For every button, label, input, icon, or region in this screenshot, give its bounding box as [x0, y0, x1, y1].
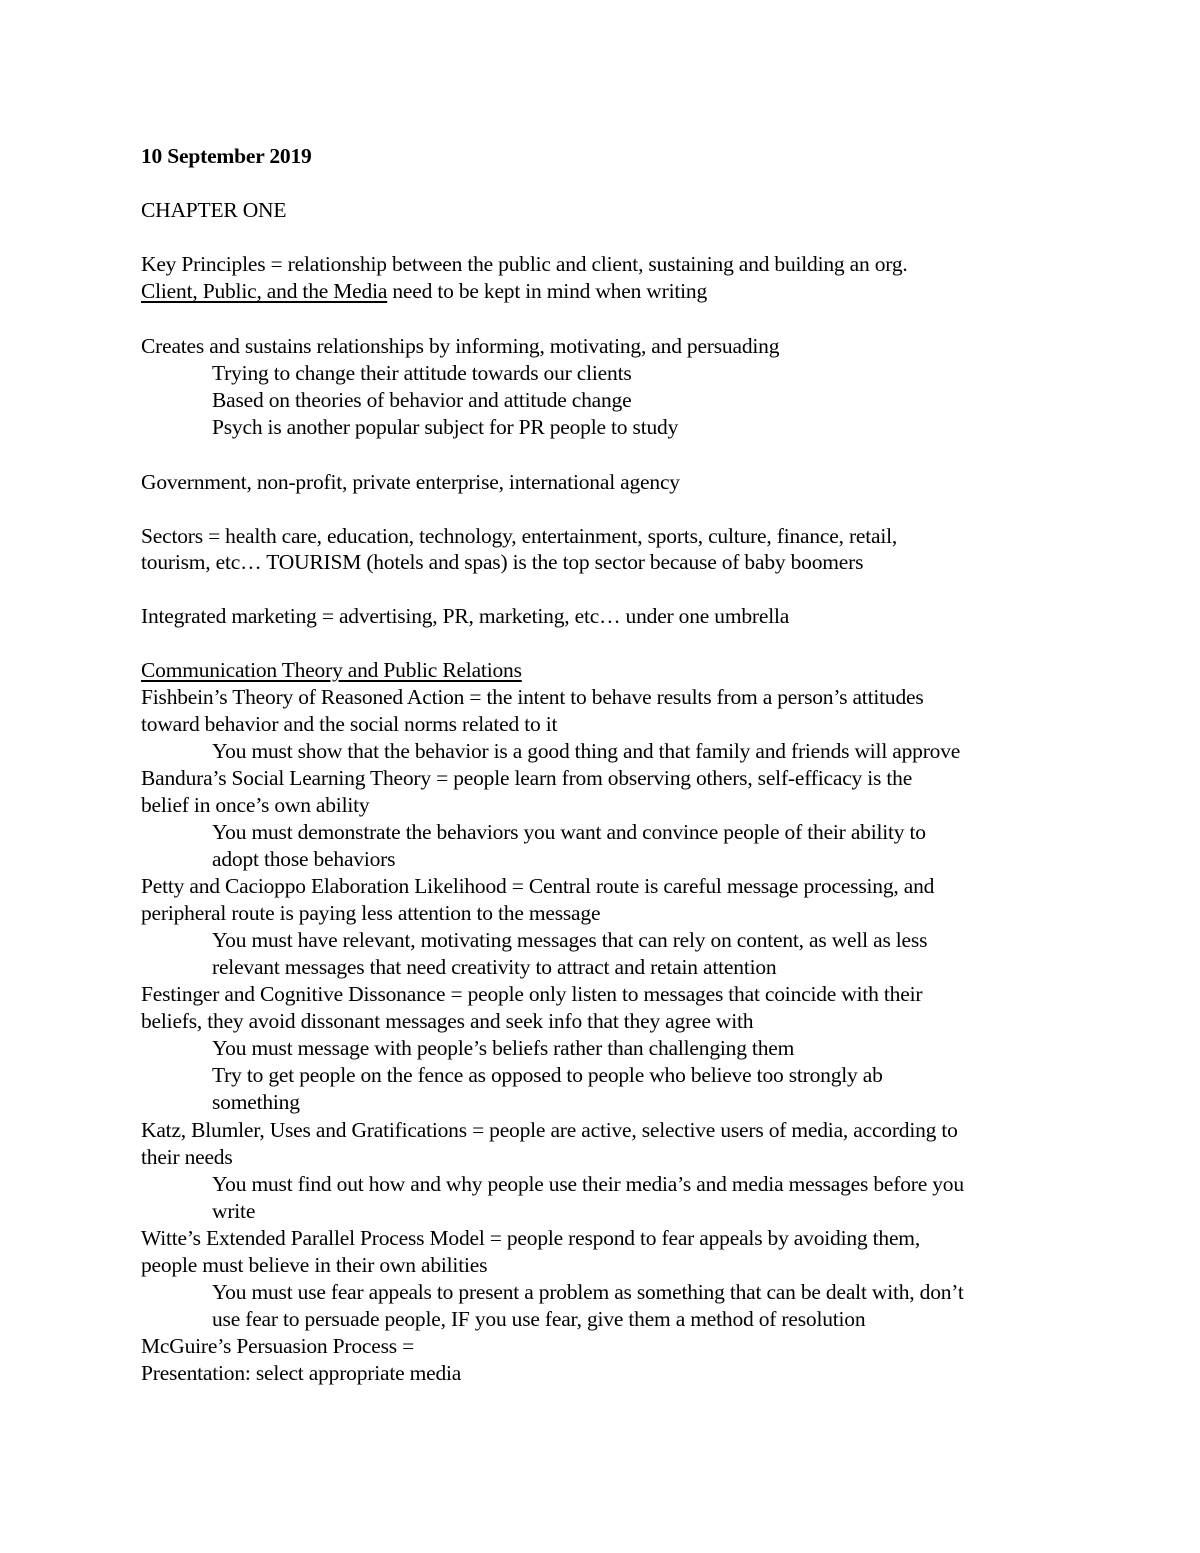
creates-line: Creates and sustains relationships by informing, motivating, and persuading [141, 334, 780, 358]
mcguire-line: McGuire’s Persuasion Process = [141, 1334, 415, 1358]
witte-line: Witte’s Extended Parallel Process Model = people respond to fear appeals by avoiding them, [141, 1226, 920, 1250]
festinger-line-2: beliefs, they avoid dissonant messages and seek info that they agree with [141, 1009, 754, 1033]
katz-line-2: their needs [141, 1145, 233, 1169]
communication-theory-heading: Communication Theory and Public Relations [141, 658, 522, 682]
bandura-sub-line-2: adopt those behaviors [212, 847, 396, 871]
fishbein-line-2: toward behavior and the social norms related to it [141, 712, 558, 736]
creates-sub-line: Psych is another popular subject for PR people to study [212, 415, 679, 439]
fishbein-sub-line: You must show that the behavior is a good thing and that family and friends will approve [212, 739, 961, 763]
witte-line-2: people must believe in their own abilities [141, 1253, 488, 1277]
bandura-sub-line: You must demonstrate the behaviors you want and convince people of their ability to [212, 820, 926, 844]
client-line-rest: need to be kept in mind when writing [387, 279, 708, 303]
bandura-line: Bandura’s Social Learning Theory = people learn from observing others, self-efficacy is the [141, 766, 913, 790]
katz-sub-line-2: write [212, 1199, 256, 1223]
chapter-heading: CHAPTER ONE [141, 198, 287, 222]
creates-sub-line: Based on theories of behavior and attitude change [212, 388, 632, 412]
integrated-marketing-line: Integrated marketing = advertising, PR, marketing, etc… under one umbrella [141, 604, 790, 628]
fishbein-line: Fishbein’s Theory of Reasoned Action = the intent to behave results from a person’s attitudes [141, 685, 924, 709]
witte-sub-line: You must use fear appeals to present a problem as something that can be dealt with, don’t [212, 1280, 964, 1304]
key-principles-line: Key Principles = relationship between the public and client, sustaining and building an org. [141, 252, 908, 276]
petty-sub-line: You must have relevant, motivating messages that can rely on content, as well as less [212, 928, 928, 952]
government-line: Government, non-profit, private enterprise, international agency [141, 470, 680, 494]
petty-line: Petty and Cacioppo Elaboration Likelihood = Central route is careful message processing, and [141, 874, 935, 898]
festinger-line: Festinger and Cognitive Dissonance = people only listen to messages that coincide with their [141, 982, 923, 1006]
bandura-line-2: belief in once’s own ability [141, 793, 370, 817]
sectors-line-2: tourism, etc… TOURISM (hotels and spas) is the top sector because of baby boomers [141, 550, 864, 574]
witte-sub-line-2: use fear to persuade people, IF you use fear, give them a method of resolution [212, 1307, 866, 1331]
festinger-sub-line: You must message with people’s beliefs rather than challenging them [212, 1036, 795, 1060]
creates-sub-line: Trying to change their attitude towards our clients [212, 361, 632, 385]
client-line-underlined: Client, Public, and the Media [141, 279, 388, 303]
katz-sub-line: You must find out how and why people use their media’s and media messages before you [212, 1172, 964, 1196]
petty-line-2: peripheral route is paying less attention to the message [141, 901, 601, 925]
client-line [141, 278, 707, 305]
festinger-sub-line-2: Try to get people on the fence as opposed to people who believe too strongly ab [212, 1063, 883, 1087]
presentation-line: Presentation: select appropriate media [141, 1361, 462, 1385]
katz-line: Katz, Blumler, Uses and Gratifications = people are active, selective users of media, according to [141, 1118, 958, 1142]
date-heading: 10 September 2019 [141, 144, 312, 168]
petty-sub-line-2: relevant messages that need creativity to attract and retain attention [212, 955, 777, 979]
festinger-sub-line-3: something [212, 1090, 300, 1114]
sectors-line: Sectors = health care, education, technology, entertainment, sports, culture, finance, retail, [141, 524, 898, 548]
